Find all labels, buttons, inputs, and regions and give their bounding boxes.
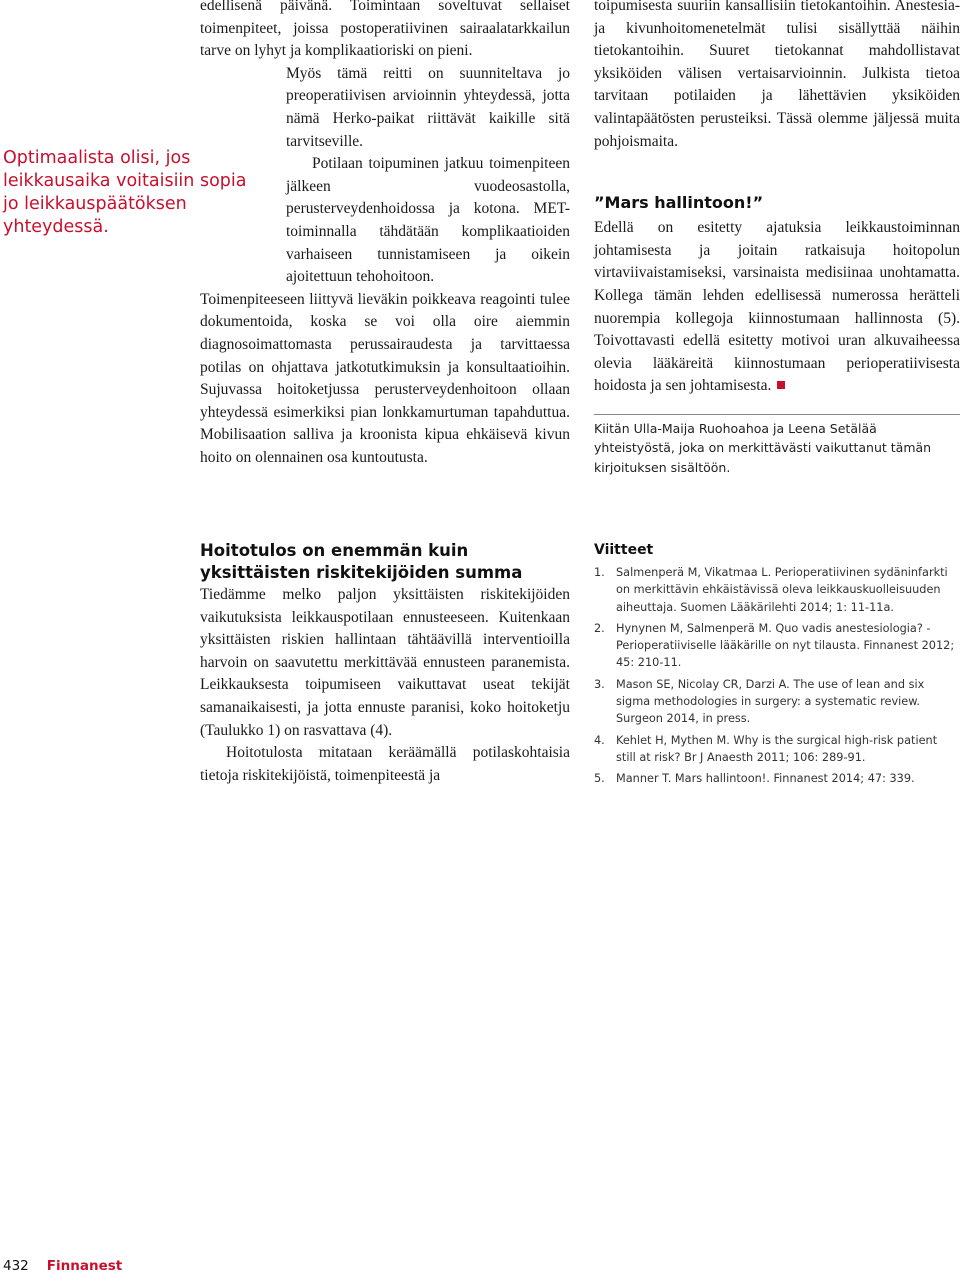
acknowledgement: Kiitän Ulla-Maija Ruohoahoa ja Leena Setälää yhteistyöstä, joka on merkittävästi vaikuttanut tämän kirjoituksen sisältöön. xyxy=(594,420,932,475)
sub-heading: ”Mars hallintoon!” xyxy=(594,193,764,213)
article-column-right xyxy=(594,0,960,477)
reference-item: 2. Hynynen M, Salmenperä M. Quo vadis anestesiologia? - Perioperatiiviselle lääkärille on nyt tilausta. Finnanest 2012; 45: 210-11. xyxy=(594,621,955,670)
reference-item: 3. Mason SE, Nicolay CR, Darzi A. The use of lean and six sigma methodologies in surgery: a systematic review. Surgeon 2014, in press. xyxy=(594,677,925,726)
article-column-left-top xyxy=(200,0,570,469)
paragraph-1-continued: Myös tämä reitti on suunniteltava jo preoperatiivisen arvioinnin yhteydessä, jotta nämä Herko-paikat riittävät kaikille sitä tarvitseville. xyxy=(286,64,570,150)
paragraph-7: Edellä on esitetty ajatuksia leikkaustoiminnan johtamisesta ja joitain ratkaisuja hoitopolun virtaviivaistamiseksi, varsinaista medisiinaa unohtamatta. Kollega tämän lehden edellisessä numerossa herätteli nuorempia kollegoja kiinnostumaan hallinnosta (5). Toivottavasti edellä esitetty motivoi uran alkuvaiheessa olevia lääkäreitä kiinnostumaan perioperatiivisesta hoidosta ja sen johtamisesta. xyxy=(594,219,960,395)
section-heading: Hoitotulos on enemmän kuin yksittäisten riskitekijöiden summa xyxy=(200,541,523,582)
paragraph-3: Toimenpiteeseen liittyvä lieväkin poikkeava reagointi tulee dokumentoida, koska se voi olla oire aiemmin diagnosoimattomasta perussairaudesta ja tarvittaessa potilas on ohjattava jatkotutkimuksin ja konsultaatioihin. Sujuvassa hoitoketjussa perusterveydenhoitoon ollaan yhteydessä esimerkiksi pian lonkkamurtuman tapahduttua. Mobilisaation salliva ja kroonista kipua ehkäisevä kivun hoito on olennainen osa kuntoutusta. xyxy=(200,290,570,466)
reference-item: 4. Kehlet H, Mythen M. Why is the surgical high-risk patient still at risk? Br J Anaesth 2011; 106: 289-91. xyxy=(594,733,938,764)
paragraph-4: Tiedämme melko paljon yksittäisten riskitekijöiden vaikutuksista leikkauspotilaan ennusteeseen. Kuitenkaan yksittäisten riskien hallintaan tähtäävillä interventioilla harvoin on saavutettu merkittävää ennusteen paranemista. Leikkauksesta toipumiseen vaikuttavat useat tekijät samanaikaisesti, ja jotta ennuste paranisi, koko hoitoketju (Taulukko 1) on rasvattava (4). xyxy=(200,586,570,739)
page-number: 432 xyxy=(3,1258,29,1274)
paragraph-1: edellisenä päivänä. Toimintaan soveltuvat sellaiset toimenpiteet, joissa postoperatiivinen sairaalatarkkailun tarve on lyhyt ja komplikaatioriski on pieni. xyxy=(200,0,570,60)
reference-item: 1. Salmenperä M, Vikatmaa L. Perioperatiivinen sydäninfarkti on merkittävin ehkäistävissä oleva leikkauskuolleisuuden aiheuttaja. Suomen Lääkärilehti 2014; 1: 11-11a. xyxy=(594,566,948,614)
journal-name: Finnanest xyxy=(46,1258,123,1274)
paragraph-2: Potilaan toipuminen jatkuu toimenpiteen jälkeen vuodeosastolla, perusterveydenhoidossa ja kotona. MET-toiminnalla tähdätään komplikaatioiden varhaiseen tunnistamiseen ja oikein ajoitettuun tehohoitoon. xyxy=(286,155,570,286)
references xyxy=(594,542,960,792)
reference-item: 5. Manner T. Mars hallintoon!. Finnanest 2014; 47: 339. xyxy=(594,772,915,786)
paragraph-5: Hoitotulosta mitataan keräämällä potilaskohtaisia tietoja riskitekijöistä, toimenpiteestä ja xyxy=(200,744,570,784)
pull-quote: Optimaalista olisi, jos leikkausaika voitaisiin sopia jo leikkauspäätöksen yhteydessä. xyxy=(3,148,247,237)
page-footer xyxy=(3,1258,122,1274)
end-of-article-icon xyxy=(777,381,785,389)
paragraph-6: toipumisesta suuriin kansallisiin tietokantoihin. Anestesia- ja kivunhoitomenetelmät tulisi sisällyttää näihin tietokantoihin. Suuret tietokannat mahdollistavat yksiköiden välisen vertaisarvioinnin. Julkista tietoa tarvitaan potilaiden ja lähettävien yksiköiden valintapäätösten perusteiksi. Tässä olemme jäljessä muita pohjoismaita. xyxy=(594,0,960,150)
references-heading: Viitteet xyxy=(594,542,654,558)
reference-list xyxy=(594,564,960,788)
divider xyxy=(594,414,960,415)
article-column-left-bottom xyxy=(200,540,570,787)
